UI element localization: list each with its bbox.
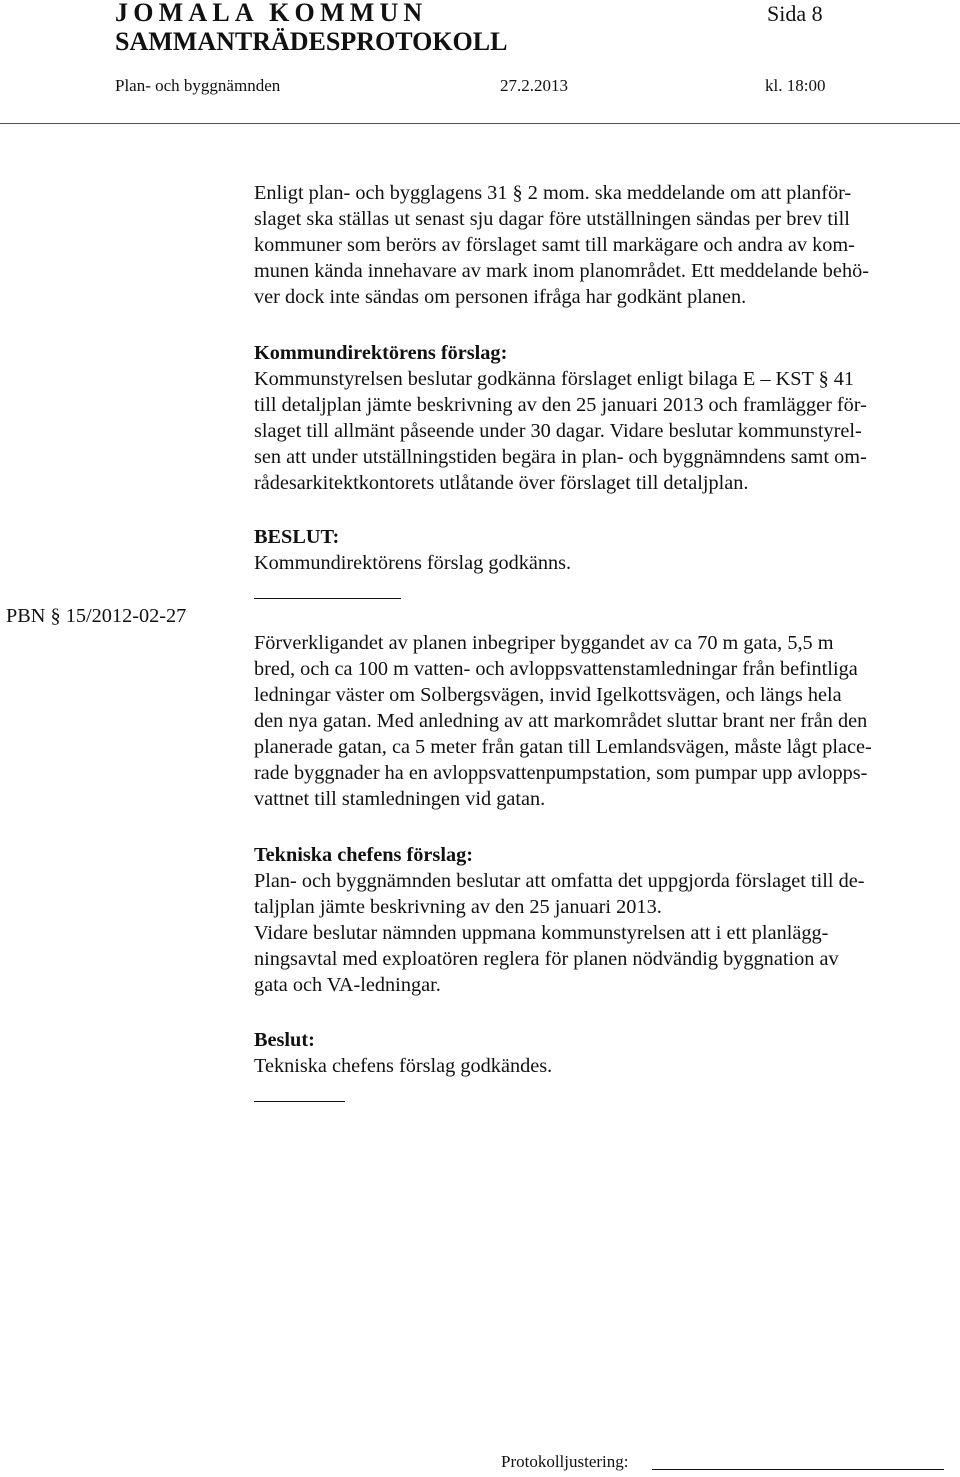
kd-decision-text: Kommundirektörens förslag godkänns. [254,552,572,574]
tech-proposal-line: Plan- och byggnämnden beslutar att omfatta det uppgjorda förslaget till de- [254,870,865,892]
implementation-line: den nya gatan. Med anledning av att markområdet sluttar brant ner från den [254,710,868,732]
tech-proposal-line: taljplan jämte beskrivning av den 25 januari 2013. [254,896,662,918]
tech-proposal-line: ningsavtal med exploatören reglera för planen nödvändig byggnation av [254,948,839,970]
intro-line: kommuner som berörs av förslaget samt till markägare och andra av kom- [254,234,855,256]
implementation-line: planerade gatan, ca 5 meter från gatan till Lemlandsvägen, måste lågt place- [254,736,872,758]
kd-proposal-line: Kommunstyrelsen beslutar godkänna förslaget enligt bilaga E – KST § 41 [254,368,855,390]
case-reference: PBN § 15/2012-02-27 [6,605,187,627]
intro-line: slaget ska ställas ut senast sju dagar före utställningen sändas per brev till [254,208,850,230]
implementation-line: rade byggnader ha en avloppsvattenpumpstation, som pumpar upp avlopps- [254,762,868,784]
municipality-name: JOMALA KOMMUN [115,0,428,27]
intro-paragraph [254,180,954,310]
tech-decision-heading: Beslut: [254,1029,315,1051]
section-underline [254,598,401,599]
kd-proposal-line: slaget till allmänt påseende under 30 dagar. Vidare beslutar kommunstyrel- [254,420,862,442]
tech-proposal-line: gata och VA-ledningar. [254,974,441,996]
tech-proposal-heading: Tekniska chefens förslag: [254,844,473,866]
kd-proposal-line: sen att under utställningstiden begära in plan- och byggnämndens samt om- [254,446,867,468]
tech-decision-text: Tekniska chefens förslag godkändes. [254,1055,553,1077]
committee-name: Plan- och byggnämnden [115,76,281,95]
tech-proposal-section [254,842,954,998]
implementation-line: bred, och ca 100 m vatten- och avloppsvattenstamledningar från befintliga [254,658,858,680]
implementation-paragraph [254,630,954,812]
tech-decision-section [254,1027,954,1079]
page-number: Sida 8 [767,1,823,26]
implementation-line: vattnet till stamledningen vid gatan. [254,788,546,810]
kd-decision-heading: BESLUT: [254,526,340,548]
signature-line [652,1469,944,1470]
intro-line: ver dock inte sändas om personen ifråga har godkänt planen. [254,286,747,308]
intro-line: munen kända innehavare av mark inom planområdet. Ett meddelande behö- [254,260,869,282]
kd-proposal-section [254,340,954,496]
kd-decision-section [254,524,954,576]
implementation-line: ledningar väster om Solbergsvägen, invid Igelkottsvägen, och längs hela [254,684,842,706]
meeting-time: kl. 18:00 [765,76,826,95]
kd-proposal-line: till detaljplan jämte beskrivning av den 25 januari 2013 och framlägger för- [254,394,867,416]
footer-label: Protokolljustering: [501,1452,629,1471]
implementation-line: Förverkligandet av planen inbegriper byggandet av ca 70 m gata, 5,5 m [254,632,834,654]
header-divider [0,123,960,124]
tech-proposal-line: Vidare beslutar nämnden uppmana kommunstyrelsen att i ett planlägg- [254,922,829,944]
protocol-title: SAMMANTRÄDESPROTOKOLL [115,27,508,56]
meeting-date: 27.2.2013 [500,76,568,95]
kd-proposal-heading: Kommundirektörens förslag: [254,342,508,364]
kd-proposal-line: rådesarkitektkontorets utlåtande över förslaget till detaljplan. [254,472,749,494]
intro-line: Enligt plan- och bygglagens 31 § 2 mom. ska meddelande om att planför- [254,182,852,204]
end-underline [254,1101,345,1102]
